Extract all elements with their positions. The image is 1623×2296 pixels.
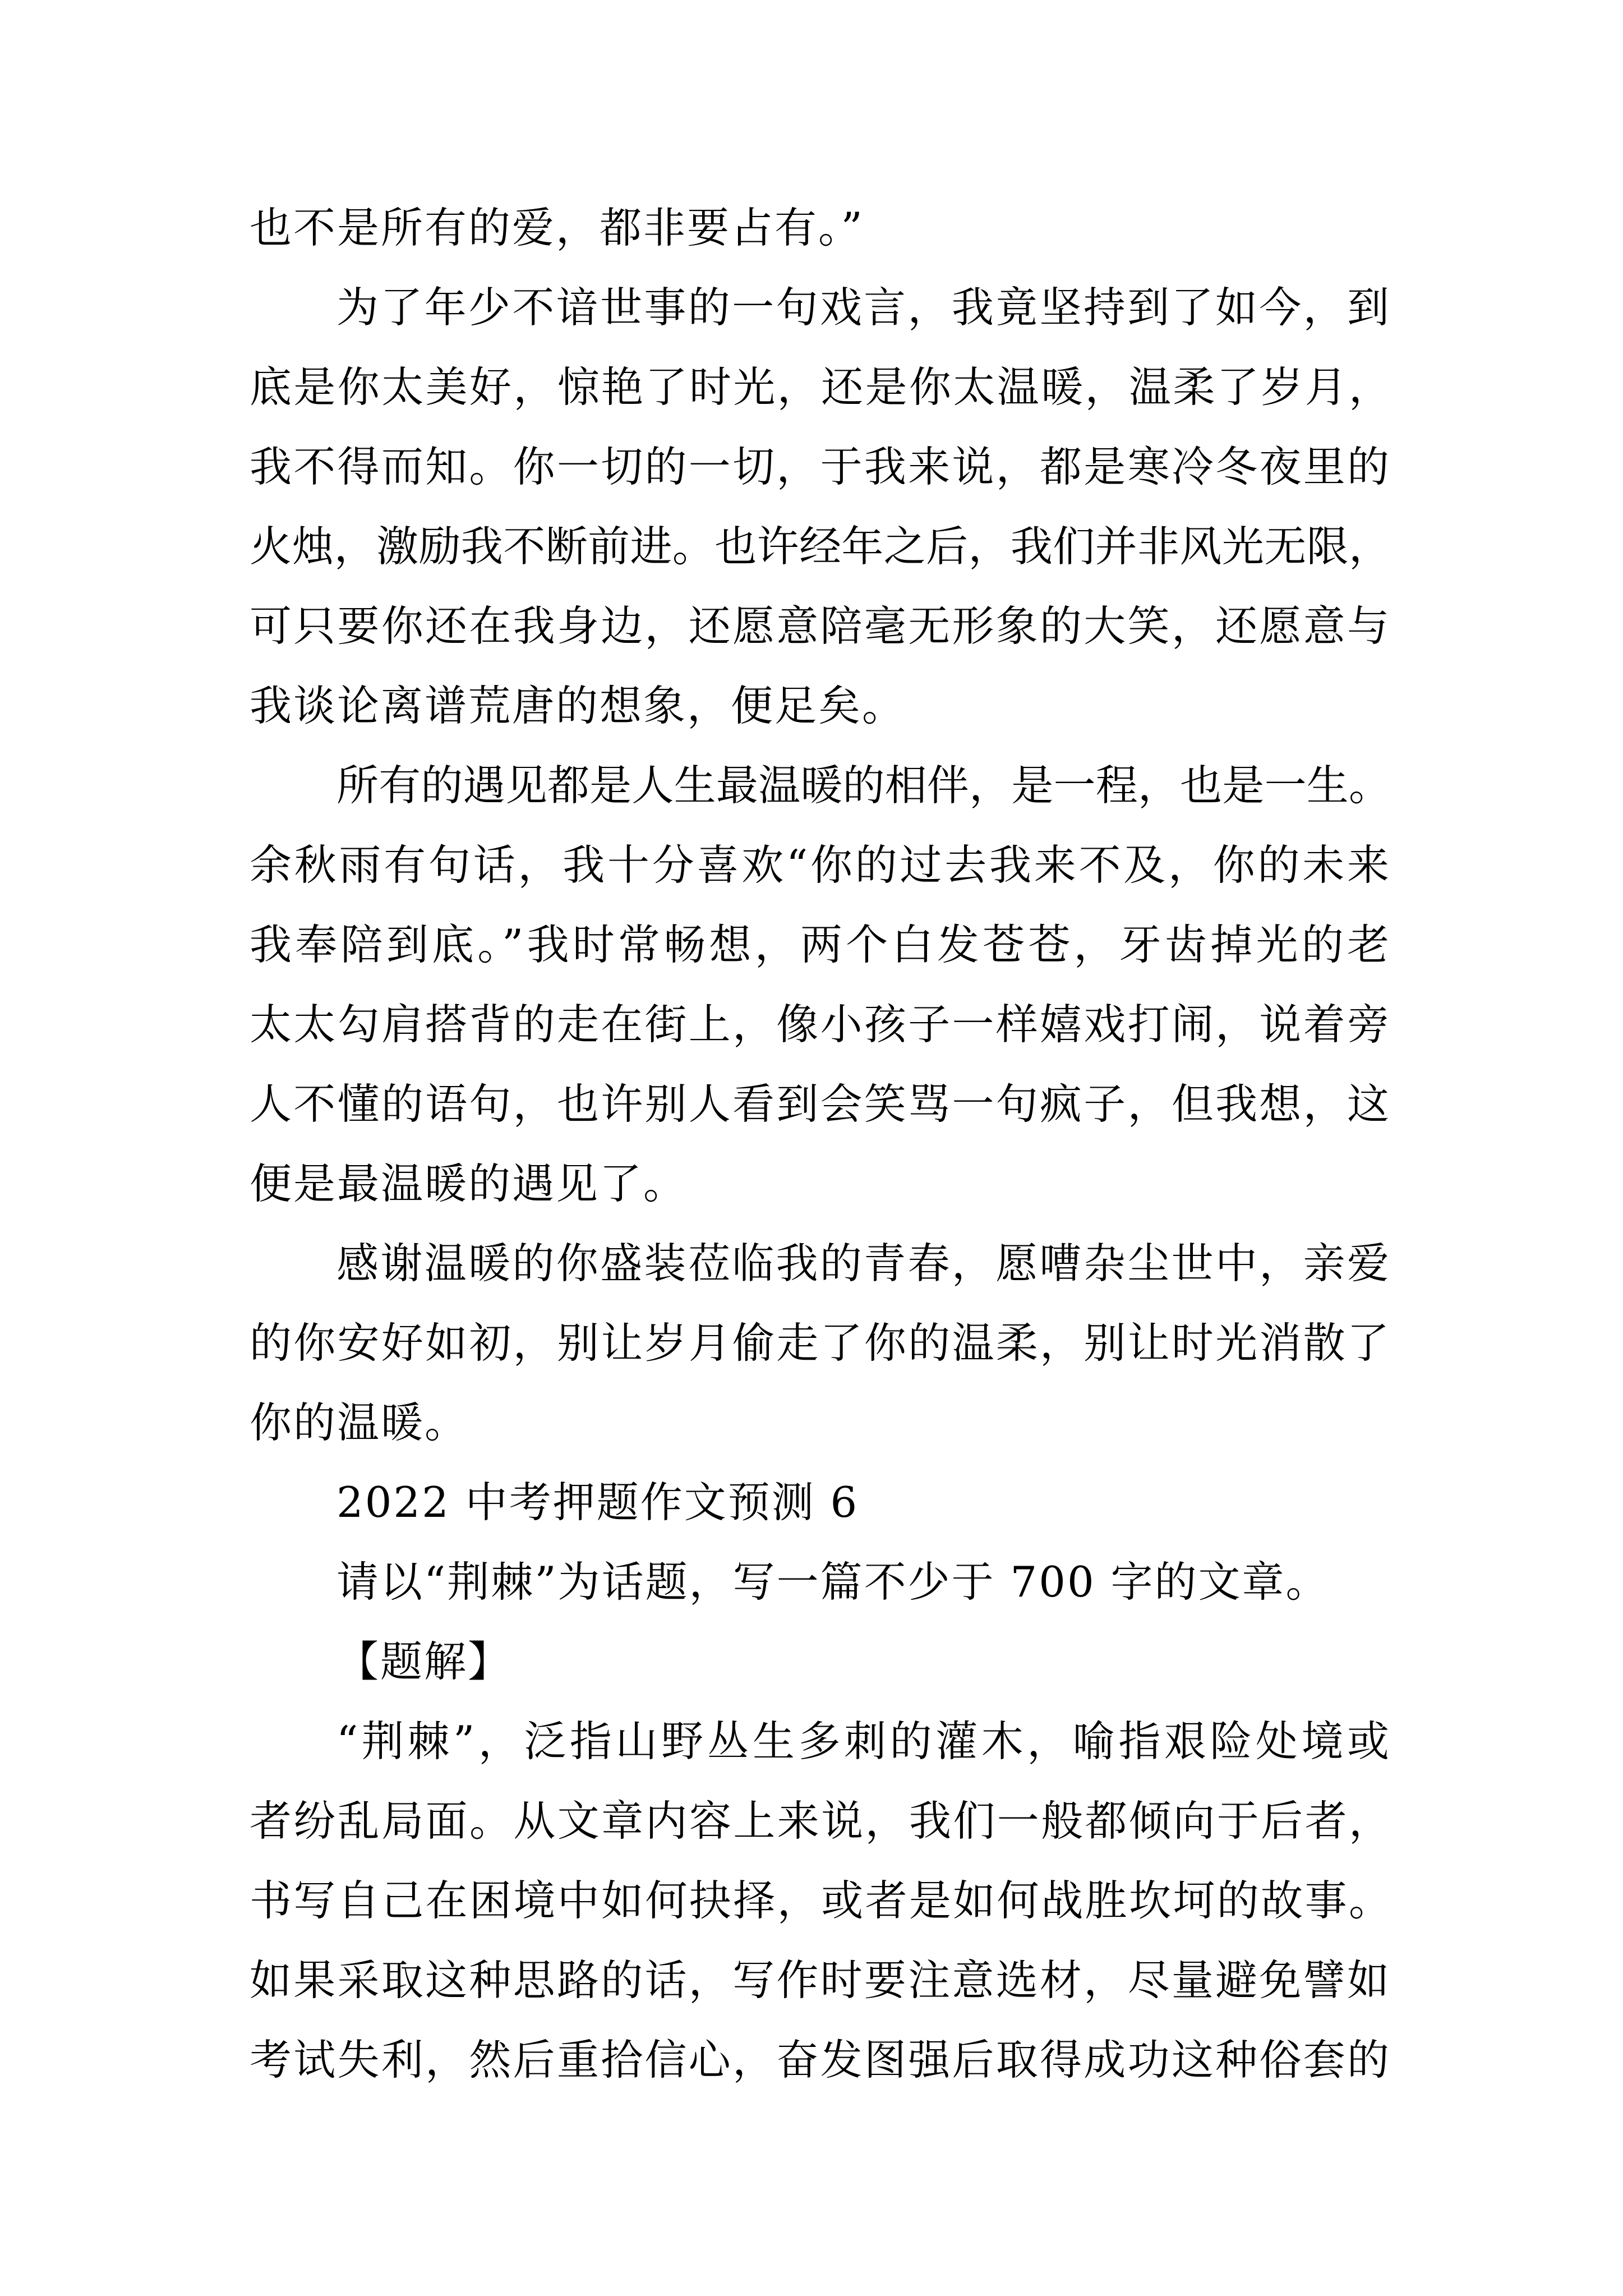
text-line: 太太勾肩搭背的走在街上，像小孩子一样嬉戏打闹，说着旁 bbox=[250, 1000, 1391, 1049]
text-line: 底是你太美好，惊艳了时光，还是你太温暖，温柔了岁月， bbox=[250, 362, 1391, 412]
prompt-line: 请以“荆棘”为话题，写一篇不少于 700 字的文章。 bbox=[336, 1557, 1330, 1607]
text-line: 可只要你还在我身边，还愿意陪毫无形象的大笑，还愿意与 bbox=[250, 601, 1391, 651]
paragraph-start-line: 为了年少不谙世事的一句戏言，我竟坚持到了如今，到 bbox=[336, 283, 1391, 332]
section-heading: 2022 中考押题作文预测 6 bbox=[336, 1478, 859, 1527]
paragraph-start-line: 所有的遇见都是人生最温暖的相伴，是一程，也是一生。 bbox=[336, 761, 1391, 810]
text-line: 火烛，激励我不断前进。也许经年之后，我们并非风光无限， bbox=[250, 522, 1391, 571]
text-line: 书写自己在困境中如何抉择，或者是如何战胜坎坷的故事。 bbox=[250, 1876, 1391, 1925]
paragraph-start-line: “荆棘”，泛指山野丛生多刺的灌木，喻指艰险处境或 bbox=[336, 1717, 1391, 1766]
text-line: 余秋雨有句话，我十分喜欢“你的过去我来不及，你的未来 bbox=[250, 840, 1391, 890]
text-line: 我谈论离谱荒唐的想象，便足矣。 bbox=[250, 681, 906, 730]
analysis-heading: 【题解】 bbox=[336, 1637, 512, 1686]
essay-text bbox=[250, 188, 1391, 2100]
text-line: 便是最温暖的遇见了。 bbox=[250, 1159, 688, 1208]
text-line: 考试失利，然后重拾信心，奋发图强后取得成功这种俗套的 bbox=[250, 2035, 1391, 2085]
text-line: 人不懂的语句，也许别人看到会笑骂一句疯子，但我想，这 bbox=[250, 1079, 1391, 1129]
text-line: 如果采取这种思路的话，写作时要注意选材，尽量避免譬如 bbox=[250, 1955, 1391, 2005]
text-line: 者纷乱局面。从文章内容上来说，我们一般都倾向于后者， bbox=[250, 1796, 1391, 1846]
text-line: 的你安好如初，别让岁月偷走了你的温柔，别让时光消散了 bbox=[250, 1318, 1391, 1368]
text-line: 也不是所有的爱，都非要占有。” bbox=[250, 203, 864, 252]
text-line: 我不得而知。你一切的一切，于我来说，都是寒冷冬夜里的 bbox=[250, 442, 1391, 491]
paragraph-start-line: 感谢温暖的你盛装莅临我的青春，愿嘈杂尘世中，亲爱 bbox=[336, 1239, 1391, 1288]
text-line: 我奉陪到底。”我时常畅想，两个白发苍苍，牙齿掉光的老 bbox=[250, 920, 1391, 969]
text-line: 你的温暖。 bbox=[250, 1398, 469, 1447]
